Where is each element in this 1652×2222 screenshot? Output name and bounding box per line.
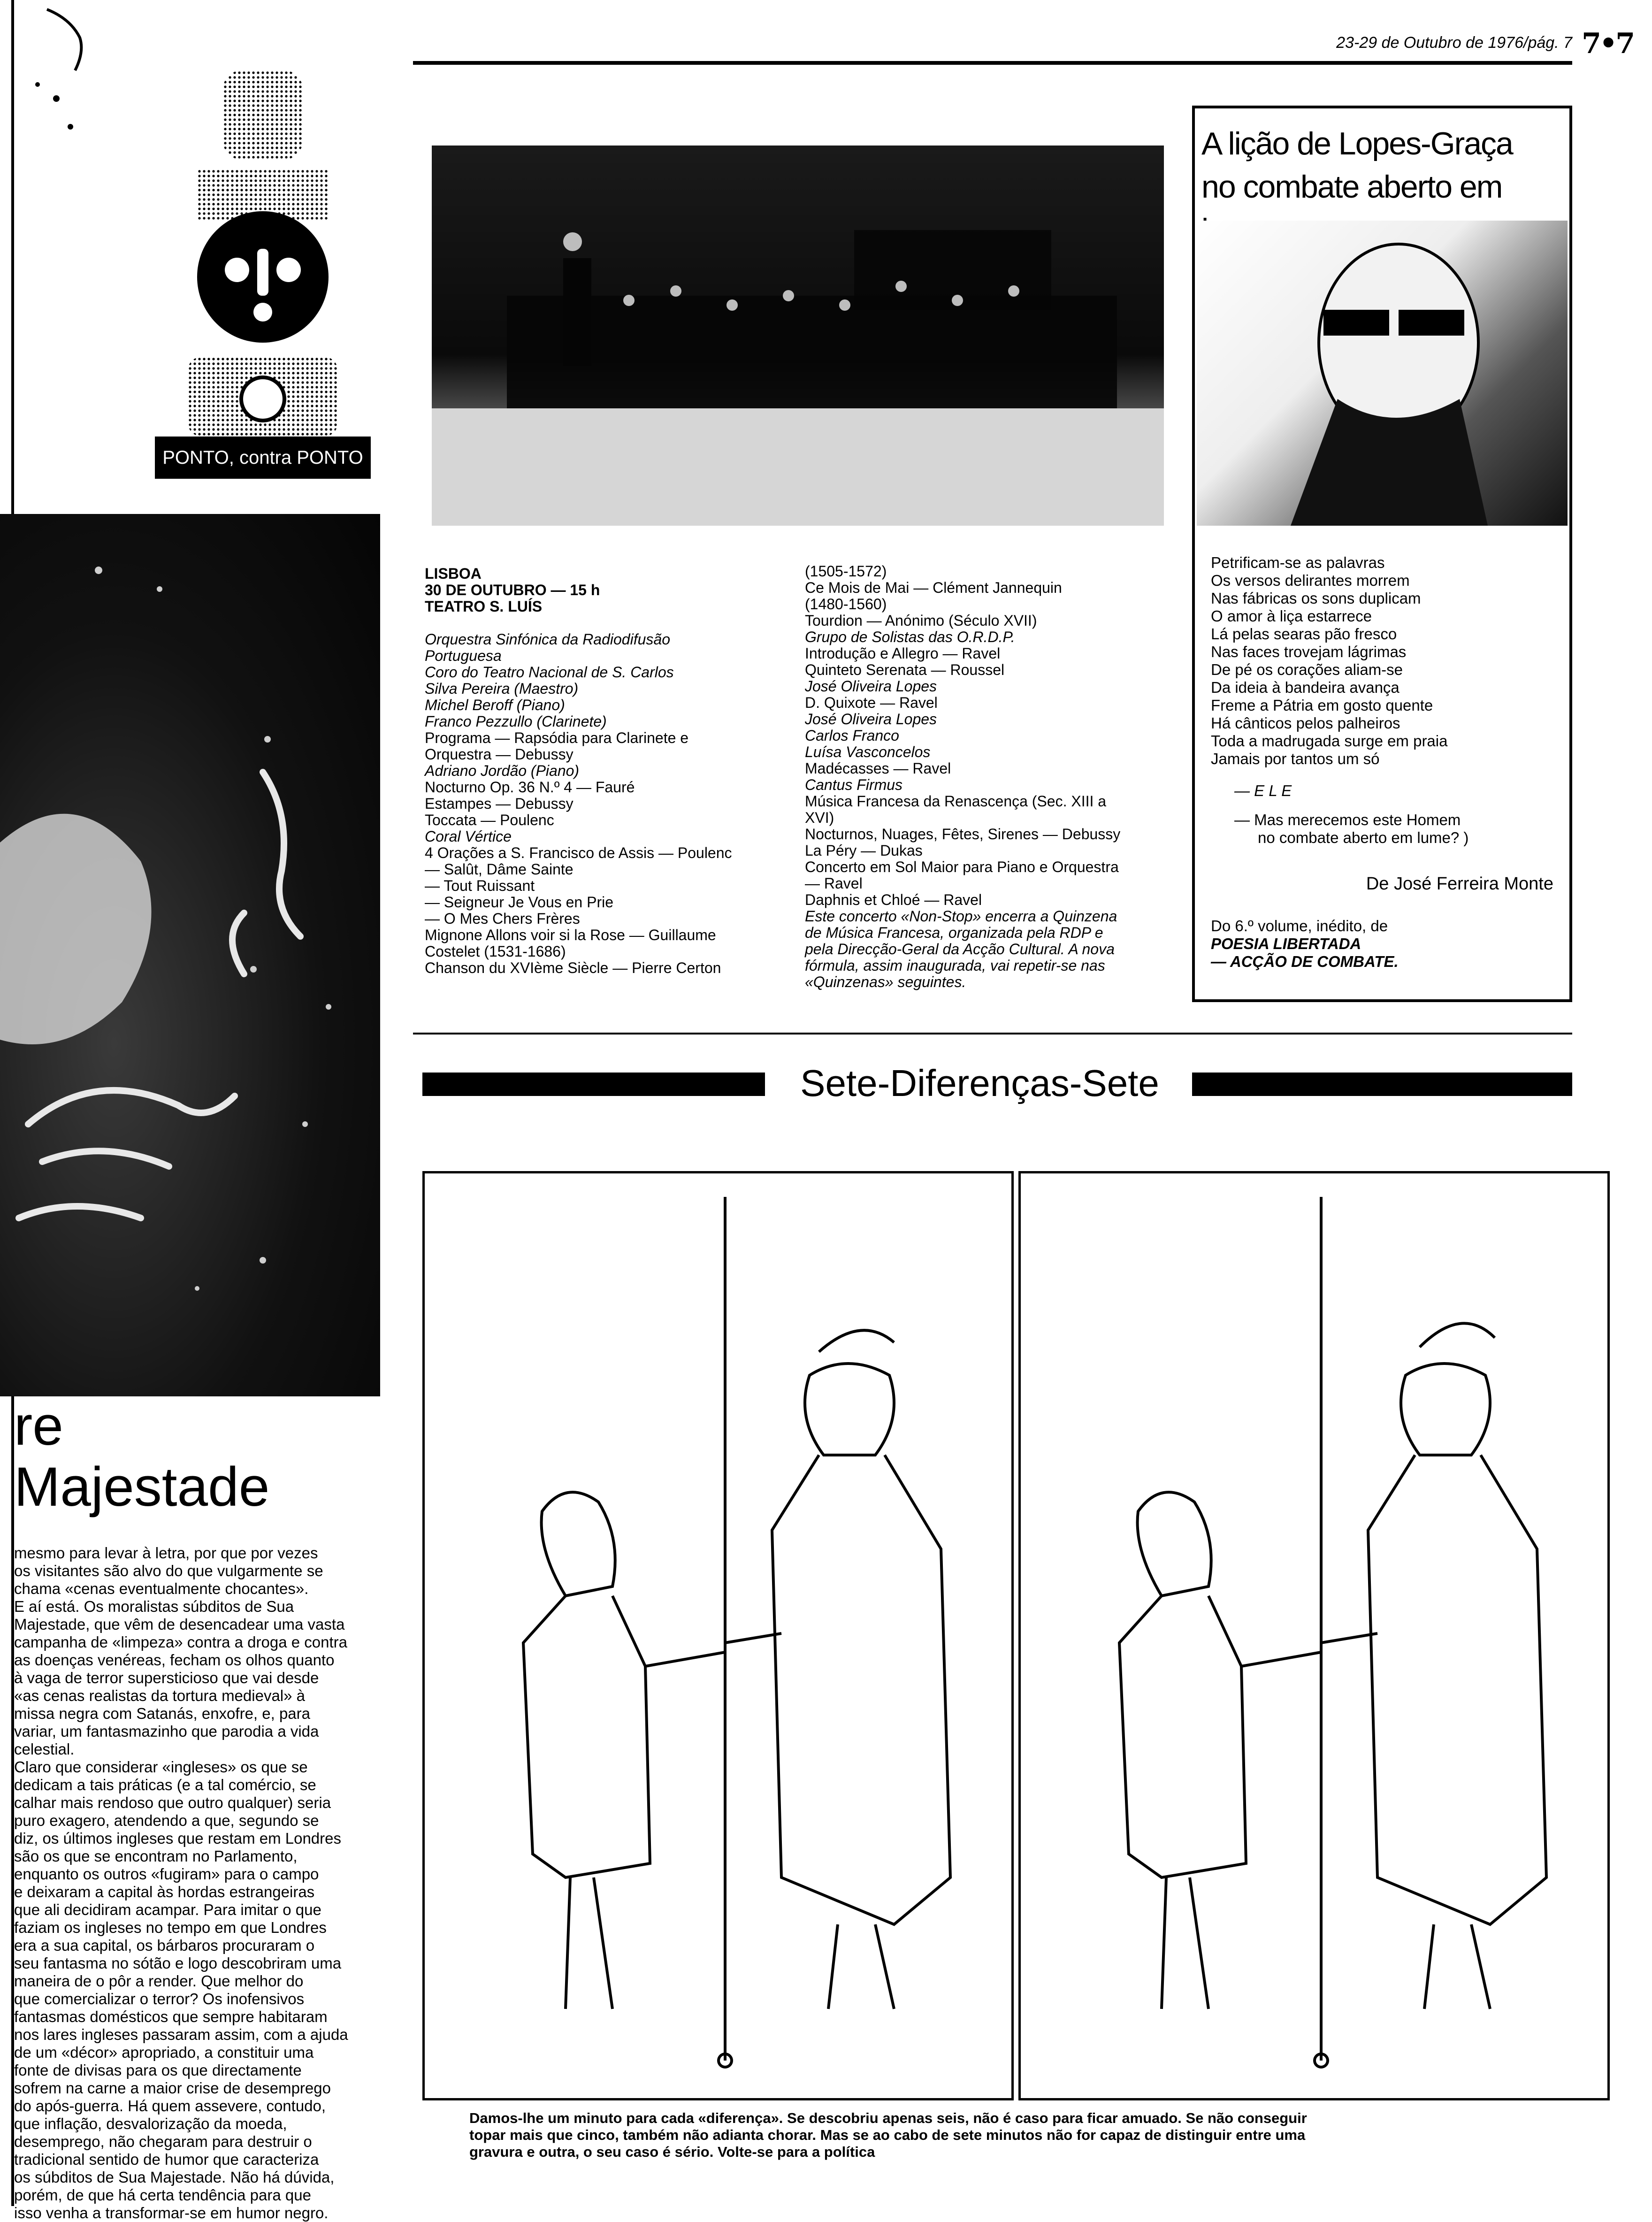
col1-line: Portuguesa [425, 647, 502, 664]
col1-line: Nocturno Op. 36 N.º 4 — Fauré [425, 779, 635, 796]
article-body-line: tradicional sentido de humor que caracteriza [14, 2151, 319, 2168]
poem-author: De José Ferreira Monte [1366, 874, 1553, 894]
face-icon [192, 207, 333, 347]
article-body-line: «as cenas realistas da tortura medieval» à [14, 1687, 306, 1704]
article-body-line: que inflação, desvalorização da moeda, [14, 2115, 287, 2132]
col1-line: 30 DE OUTUBRO — 15 h [425, 582, 600, 598]
article-headline: Majestade [14, 1456, 270, 1518]
poem-note: POESIA LIBERTADA [1211, 935, 1361, 952]
col1-line [425, 615, 786, 631]
col1-line: Orquestra Sinfónica da Radiodifusão [425, 631, 670, 648]
col1-line: Coro do Teatro Nacional de S. Carlos [425, 664, 674, 681]
article-body-line: seu fantasma no sótão e logo descobriram uma [14, 1954, 342, 1972]
col2-line: Luísa Vasconcelos [805, 743, 931, 760]
col2-line: Ce Mois de Mai — Clément Jannequin [805, 579, 1062, 596]
ponto-emblem [183, 66, 343, 432]
col2-line: Daphnis et Chloé — Ravel [805, 891, 982, 908]
verses-line: Nas faces trovejam lágrimas [1211, 643, 1407, 660]
article-body-line: E aí está. Os moralistas súbditos de Sua [14, 1598, 294, 1615]
col1-line: Toccata — Poulenc [425, 812, 554, 828]
article-body-line: faziam os ingleses no tempo em que Londres [14, 1919, 327, 1936]
caption-line: Damos-lhe um minuto para cada «diferença». Se descobriu apenas seis, não é caso para ficar amuado. Se não conseguir [469, 2110, 1307, 2126]
article-body-line: que comercializar o terror? Os inofensivos [14, 1990, 305, 2007]
col2-line: XVI) [805, 809, 834, 826]
col1-line: Franco Pezzullo (Clarinete) [425, 713, 607, 730]
col2-line: Grupo de Solistas das O.R.D.P. [805, 628, 1015, 645]
article-body-line: Majestade, que vêm de desencadear uma vasta [14, 1616, 345, 1633]
col2-line: José Oliveira Lopes [805, 678, 937, 695]
col1-line: Orquestra — Debussy [425, 746, 574, 763]
poem-question: no combate aberto em lume? ) [1258, 829, 1469, 846]
col1-line: TEATRO S. LUÍS [425, 598, 543, 615]
col2-line: (1480-1560) [805, 596, 887, 613]
poem-title-line: A lição de Lopes-Graça [1201, 126, 1513, 161]
article-body-line: os súbditos de Sua Majestade. Não há dúvida, [14, 2168, 335, 2186]
article-body-line: do após-guerra. Há quem assevere, contudo, [14, 2097, 326, 2115]
verses-line: Jamais por tantos um só [1211, 750, 1380, 767]
article-body-line: missa negra com Satanás, enxofre, e, para [14, 1705, 310, 1722]
ink-marks [19, 5, 113, 146]
col2-line: Carlos Franco [805, 727, 899, 744]
drawing-panel-left [422, 1171, 1014, 2100]
col1-line: LISBOA [425, 565, 482, 582]
article-body-line: de um «décor» apropriado, a constituir uma [14, 2044, 314, 2061]
article-body-line: dedicam a tais práticas (e a tal comércio, se [14, 1776, 316, 1793]
col2-line: de Música Francesa, organizada pela RDP e [805, 924, 1103, 941]
verses-line: Nas fábricas os sons duplicam [1211, 590, 1421, 607]
col1-line: Programa — Rapsódia para Clarinete e [425, 729, 689, 746]
col2-line: Este concerto «Non-Stop» encerra a Quinzena [805, 908, 1117, 925]
col2-line: «Quinzenas» seguintes. [805, 973, 966, 990]
col2-line: Tourdion — Anónimo (Século XVII) [805, 612, 1037, 629]
col1-line: — Seigneur Je Vous en Prie [425, 894, 614, 911]
article-body-line: campanha de «limpeza» contra a droga e contra [14, 1633, 347, 1651]
article-body-line: Claro que considerar «ingleses» os que se [14, 1758, 308, 1776]
col1-line: Estampes — Debussy [425, 795, 574, 812]
verses-line: Freme a Pátria em gosto quente [1211, 697, 1433, 714]
verses-line: O amor à liça estarrece [1211, 607, 1372, 625]
article-body-line: chama «cenas eventualmente chocantes». [14, 1580, 309, 1597]
col2-line: D. Quixote — Ravel [805, 694, 938, 711]
article-body-line: puro exagero, atendendo a que, segundo se [14, 1812, 319, 1829]
col1-line: Costelet (1531-1686) [425, 943, 566, 960]
article-body-line: era a sua capital, os bárbaros procuraram o [14, 1937, 315, 1954]
col2-line: Quinteto Serenata — Roussel [805, 661, 1005, 678]
article-body-line: fantasmas domésticos que sempre habitaram [14, 2008, 328, 2025]
verses-line: De pé os corações aliam-se [1211, 661, 1403, 678]
poem-question: — Mas merecemos este Homem [1234, 811, 1461, 828]
article-body-line: à vaga de terror supersticioso que vai desde [14, 1669, 319, 1686]
article-body-line: celestial. [14, 1740, 75, 1758]
concert-program-col2 [805, 563, 1180, 990]
article-body-line: as doenças venéreas, fecham os olhos quanto [14, 1651, 335, 1669]
col1-line: — Salût, Dâme Sainte [425, 861, 574, 878]
verses-line: Da ideia à bandeira avança [1211, 679, 1400, 696]
col2-line: (1505-1572) [805, 563, 887, 580]
sete-title: Sete-Diferenças-Sete [800, 1062, 1159, 1104]
article-body-line: maneira de o pôr a render. Que melhor do [14, 1972, 304, 1990]
col1-line: Mignone Allons voir si la Rose — Guillaume [425, 927, 716, 943]
portrait-photo [1197, 221, 1568, 526]
article-body-line: calhar mais rendoso que outro qualquer) seria [14, 1794, 331, 1811]
section-divider [413, 1033, 1572, 1034]
col2-line: Concerto em Sol Maior para Piano e Orquestra [805, 858, 1119, 875]
verses-line: Os versos delirantes morrem [1211, 572, 1410, 589]
drawing-panel-right [1018, 1171, 1610, 2100]
article-body-line: nos lares ingleses passaram assim, com a ajuda [14, 2026, 348, 2043]
poem-text [1211, 554, 1558, 971]
ring-icon [235, 371, 291, 427]
title-bar-left [422, 1073, 765, 1096]
orchestra-photo [432, 146, 1164, 526]
col2-line: Madécasses — Ravel [805, 760, 951, 777]
poem-title-line: no combate aberto em [1201, 169, 1502, 205]
col1-line: 4 Orações a S. Francisco de Assis — Poulenc [425, 844, 732, 861]
article-body-line: são os que se encontram no Parlamento, [14, 1847, 298, 1865]
article-body-line: que ali decidiram acampar. Para imitar o que [14, 1901, 321, 1918]
col2-line: Introdução e Allegro — Ravel [805, 645, 1001, 662]
article-body-line: porém, de que há certa tendência para que [14, 2186, 311, 2204]
col2-line: fórmula, assim inaugurada, vai repetir-se nas [805, 957, 1105, 974]
col1-line: Chanson du XVIème Siècle — Pierre Certon [425, 959, 721, 976]
ponto-label: PONTO, contra PONTO [155, 437, 371, 479]
page-top-rule [413, 61, 1572, 65]
poem-ele: — E L E [1234, 782, 1292, 799]
col2-line: La Péry — Dukas [805, 842, 923, 859]
article-body-line: mesmo para levar à letra, por que por vezes [14, 1544, 318, 1562]
article-body-line: enquanto os outros «fugiram» para o campo [14, 1865, 319, 1883]
col2-line: — Ravel [805, 875, 863, 892]
page-date: 23-29 de Outubro de 1976/pág. 7 [1336, 34, 1572, 52]
article-body-line: diz, os últimos ingleses que restam em Londres [14, 1830, 341, 1847]
verses-line: Há cânticos pelos palheiros [1211, 714, 1400, 732]
verses-line: Petrificam-se as palavras [1211, 554, 1385, 571]
col1-line: Adriano Jordão (Piano) [425, 762, 580, 779]
skeleton-photo [0, 514, 380, 1396]
article-body-line: fonte de divisas para os que directamente [14, 2061, 302, 2079]
article-body [14, 1544, 366, 2222]
title-bar-right [1192, 1073, 1572, 1096]
col1-line: Coral Vértice [425, 828, 512, 845]
col2-line: Nocturnos, Nuages, Fêtes, Sirenes — Debussy [805, 826, 1121, 843]
article-body-line: desemprego, não chegaram para destruir o [14, 2133, 312, 2150]
article-headline: re [14, 1395, 63, 1457]
poem-note: — ACÇÃO DE COMBATE. [1211, 953, 1399, 970]
col1-line: — O Mes Chers Frères [425, 910, 580, 927]
sete-caption [469, 2110, 1455, 2161]
col1-line: Silva Pereira (Maestro) [425, 680, 579, 697]
col2-line: Música Francesa da Renascença (Sec. XIII a [805, 793, 1107, 810]
concert-program-col1 [425, 566, 786, 976]
col1-line: Michel Beroff (Piano) [425, 697, 565, 713]
article-body-line: isso venha a transformar-se em humor negro. [14, 2204, 329, 2222]
masthead-logo: 7•7 [1582, 27, 1633, 60]
col2-line: José Oliveira Lopes [805, 711, 937, 728]
col2-line: Cantus Firmus [805, 776, 903, 793]
col1-line: — Tout Ruissant [425, 877, 535, 894]
col2-line: pela Direcção-Geral da Acção Cultural. A nova [805, 941, 1115, 958]
article-body-line: e deixaram a capital às hordas estrangeiras [14, 1883, 315, 1900]
article-body-line: os visitantes são alvo do que vulgarmente se [14, 1562, 323, 1579]
caption-line: gravura e outra, o seu caso é sério. Volte-se para a política [469, 2144, 875, 2160]
caption-line: topar mais que cinco, também não adianta chorar. Mas se ao cabo de sete minutos não for capaz de distinguir entre uma [469, 2127, 1306, 2143]
article-body-line: sofrem na carne a maior crise de desemprego [14, 2079, 331, 2097]
article-body-line: variar, um fantasmazinho que parodia a vida [14, 1723, 319, 1740]
verses-line: Lá pelas searas pão fresco [1211, 625, 1397, 643]
poem-note: Do 6.º volume, inédito, de [1211, 917, 1388, 935]
verses-line: Toda a madrugada surge em praia [1211, 732, 1448, 750]
